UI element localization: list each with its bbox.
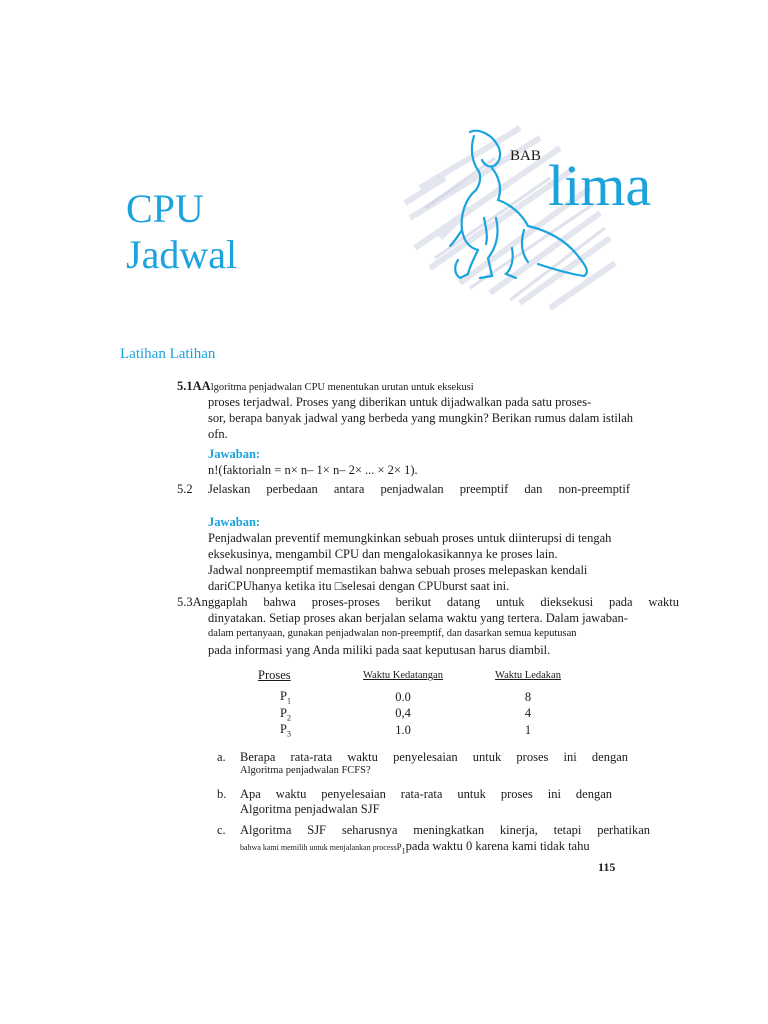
answer-line: dariCPUhanya ketika itu □selesai dengan CPUburst saat ini. xyxy=(208,579,510,593)
burst-time: 8 xyxy=(524,689,532,704)
exercise-5-1-body xyxy=(208,394,648,478)
process-name: P xyxy=(396,842,402,852)
subquestion-c-line1: Algoritma SJF seharusnya meningkatkan kinerja, tetapi perhatikan xyxy=(240,823,650,837)
subquestion-a-line1: Berapa rata-rata waktu penyelesaian untuk proses ini dengan xyxy=(240,750,628,764)
answer-line: Penjadwalan preventif memungkinkan sebuah proses untuk diinterupsi di tengah xyxy=(208,531,612,545)
process-name: P xyxy=(280,705,287,720)
subquestion-c-rest: pada waktu 0 karena kami tidak tahu xyxy=(405,839,590,853)
subquestion-b-line1: Apa waktu penyelesaian rata-rata untuk proses ini dengan xyxy=(240,787,612,801)
subquestion-a-line2: Algoritma penjadwalan FCFS? xyxy=(240,765,371,776)
burst-time: 1 xyxy=(524,722,532,737)
exercise-5-1-line4: ofn. xyxy=(208,427,228,441)
arrival-time: 0.0 xyxy=(395,689,411,704)
process-table xyxy=(258,668,588,739)
subquestion-b-label: b. xyxy=(217,787,227,801)
process-subscript: 3 xyxy=(286,729,291,739)
subquestion-b-line2: Algoritma penjadwalan SJF xyxy=(240,802,380,816)
answer-label: Jawaban: xyxy=(208,515,261,529)
chapter-title xyxy=(126,186,237,278)
process-subscript: 2 xyxy=(286,713,291,722)
exercise-5-3-line4: pada informasi yang Anda miliki pada saat keputusan harus diambil. xyxy=(208,643,551,657)
chapter-title-line2: Jadwal xyxy=(126,232,238,277)
exercise-5-2-question: Jelaskan perbedaan antara penjadwalan preemptif dan non-preemptif xyxy=(208,482,630,496)
exercise-text: Anggaplah bahwa proses-proses berikut datang untuk dieksekusi pada waktu xyxy=(192,595,679,609)
process-name: P xyxy=(280,722,287,736)
burst-time: 4 xyxy=(524,706,532,721)
exercise-prefix: AA xyxy=(192,379,211,393)
bab-label: BAB xyxy=(510,148,541,164)
exercise-number: 5.1 xyxy=(177,379,193,393)
column-header-arrival: Waktu Kedatangan xyxy=(363,670,443,681)
subquestion-a-label: a. xyxy=(217,750,226,764)
answer-line: eksekusinya, mengambil CPU dan mengalokasikannya ke proses lain. xyxy=(208,547,558,561)
chapter-title-line1: CPU xyxy=(126,186,204,231)
column-header-proses: Proses xyxy=(258,668,291,682)
subquestion-c-label: c. xyxy=(217,823,226,837)
exercise-5-3-line2: dinyatakan. Setiap proses akan berjalan selama waktu yang tertera. Dalam jawaban- xyxy=(208,611,628,625)
exercise-5-1-line3: sor, berapa banyak jadwal yang berbeda yang mungkin? Berikan rumus dalam istilah xyxy=(208,411,634,425)
exercise-5-1-line2: proses terjadwal. Proses yang diberikan untuk dijadwalkan pada satu proses- xyxy=(208,395,592,409)
exercise-5-3-body xyxy=(208,610,678,658)
arrival-time: 0,4 xyxy=(395,706,411,721)
exercise-5-3-line1 xyxy=(177,594,679,610)
answer-label: Jawaban: xyxy=(208,447,261,461)
exercise-5-2-number: 5.2 xyxy=(177,482,193,496)
exercise-5-2-answer xyxy=(208,514,648,594)
exercise-text: lgoritma penjadwalan CPU menentukan urutan untuk eksekusi xyxy=(210,382,474,393)
exercise-number: 5.3 xyxy=(177,595,193,609)
table-row xyxy=(258,722,588,739)
answer-text: n!(faktorialn = n× n– 1× n– 2× ... × 2× 1). xyxy=(208,463,418,477)
subquestion-c-line2 xyxy=(240,838,590,860)
chapter-number-word: lima xyxy=(548,153,652,218)
process-name: P xyxy=(280,689,287,703)
page-number: 115 xyxy=(598,860,616,874)
process-subscript: 1 xyxy=(286,696,291,706)
section-heading: Latihan Latihan xyxy=(120,346,216,362)
table-row xyxy=(258,689,588,706)
table-row xyxy=(258,706,588,723)
arrival-time: 1.0 xyxy=(395,722,411,737)
process-subscript: 1 xyxy=(401,846,406,856)
answer-line: Jadwal nonpreemptif memastikan bahwa sebuah proses melepaskan kendali xyxy=(208,563,588,577)
subquestion-c-small-text: bahwa kami memilih untuk menjalankan process xyxy=(240,843,397,852)
exercise-5-3-line3: dalam pertanyaan, gunakan penjadwalan non-preemptif, dan dasarkan semua keputusan xyxy=(208,628,577,639)
column-header-burst: Waktu Ledakan xyxy=(495,670,561,681)
table-header-row xyxy=(258,668,588,683)
